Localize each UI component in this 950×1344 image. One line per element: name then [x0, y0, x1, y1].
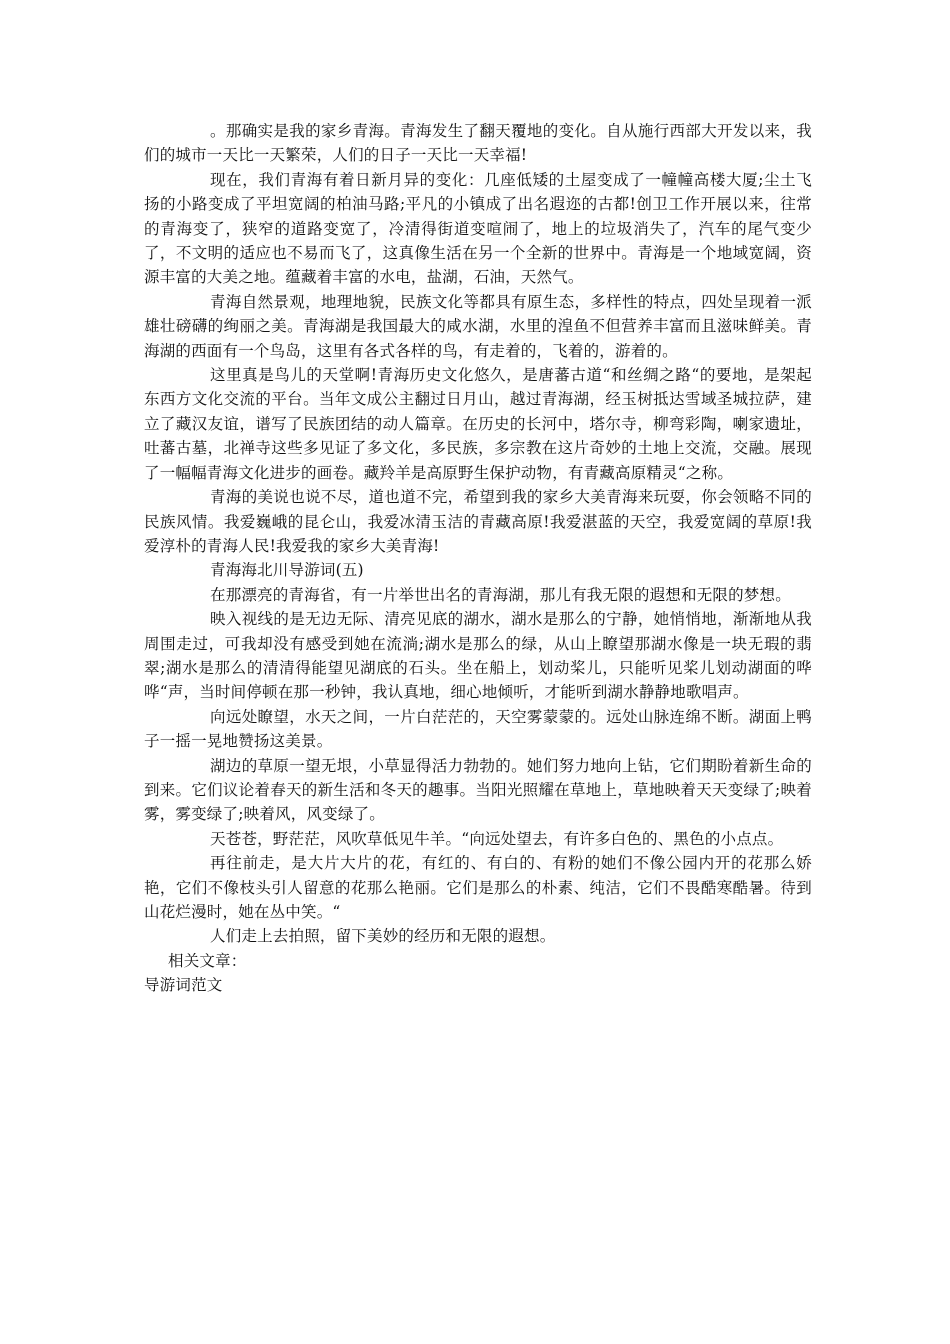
paragraph-1: 。那确实是我的家乡青海。青海发生了翻天覆地的变化。自从施行西部大开发以来，我们的城市一天比一天繁荣，人们的日子一天比一天幸福!: [144, 122, 812, 165]
paragraph-8: 映入视线的是无边无际、清亮见底的湖水，湖水是那么的宁静，她悄悄地，渐渐地从我周围走过，可我却没有感受到她在流淌;湖水是那么的绿，从山上瞭望那湖水像是一块无瑕的翡翠;湖水是那么的清清得能望见湖底的石头。坐在船上，划动桨儿，只能听见桨儿划动湖面的哗哗“声，当时间停顿在那一秒钟，我认真地，细心地倾听，才能听到湖水静静地歌唱声。: [144, 610, 812, 702]
paragraph-11: 天苍苍，野茫茫，风吹草低见牛羊。“向远处望去，有许多白色的、黑色的小点点。: [210, 829, 784, 848]
paragraph-3: 青海自然景观，地理地貌，民族文化等都具有原生态，多样性的特点，四处呈现着一派雄壮磅礴的绚丽之美。青海湖是我国最大的咸水湖，水里的湟鱼不但营养丰富而且滋味鲜美。青海湖的西面有一个鸟岛，这里有各式各样的鸟，有走着的，飞着的，游着的。: [144, 292, 812, 360]
document-body: [144, 119, 812, 998]
section-heading: 青海海北川导游词(五): [210, 561, 364, 580]
paragraph-2: 现在，我们青海有着日新月异的变化：几座低矮的土屋变成了一幢幢高楼大厦;尘土飞扬的小路变成了平坦宽阔的柏油马路;平凡的小镇成了出名遐迩的古都!创卫工作开展以来，往常的青海变了，狭窄的道路变宽了，冷清得街道变喧闹了，地上的垃圾消失了，汽车的尾气变少了，不文明的适应也不易而飞了，这真像生活在另一个全新的世界中。青海是一个地域宽阔，资源丰富的大美之地。蕴藏着丰富的水电，盐湖，石油，天然气。: [144, 170, 812, 287]
paragraph-12: 再往前走，是大片大片的花，有红的、有白的、有粉的她们不像公园内开的花那么娇艳，它们不像枝头引人留意的花那么艳丽。它们是那么的朴素、纯洁，它们不畏酷寒酷暑。待到山花烂漫时，她在丛中笑。“: [144, 854, 812, 921]
paragraph-13: 人们走上去拍照，留下美妙的经历和无限的遐想。: [210, 927, 556, 946]
paragraph-10: 湖边的草原一望无垠，小草显得活力勃勃的。她们努力地向上钻，它们期盼着新生命的到来。它们议论着春天的新生活和冬天的趣事。当阳光照耀在草地上，草地映着天天变绿了;映着雾，雾变绿了;映着风，风变绿了。: [144, 756, 812, 824]
paragraph-4: 这里真是鸟儿的天堂啊!青海历史文化悠久，是唐蕃古道“和丝绸之路“的要地，是架起东西方文化交流的平台。当年文成公主翻过日月山，越过青海湖，经玉树抵达雪域圣城拉萨，建立了藏汉友谊，谱写了民族团结的动人篇章。在历史的长河中，塔尔寺，柳弯彩陶，喇家遗址，吐蕃古墓，北禅寺这些多见证了多文化，多民族，多宗教在这片奇妙的土地上交流，交融。展现了一幅幅青海文化进步的画卷。藏羚羊是高原野生保护动物，有青藏高原精灵“之称。: [144, 366, 812, 482]
paragraph-9: 向远处瞭望，水天之间，一片白茫茫的，天空雾蒙蒙的。远处山脉连绵不断。湖面上鸭子一摇一晃地赞扬这美景。: [144, 707, 812, 751]
related-article-link[interactable]: 导游词范文: [144, 976, 223, 995]
paragraph-7: 在那漂亮的青海省，有一片举世出名的青海湖，那儿有我无限的遐想和无限的梦想。: [210, 585, 791, 604]
related-articles-label: 相关文章：: [168, 951, 247, 970]
paragraph-5: 青海的美说也说不尽，道也道不完，希望到我的家乡大美青海来玩耍，你会领略不同的民族风情。我爱巍峨的昆仑山，我爱冰清玉洁的青藏高原!我爱湛蓝的天空，我爱宽阔的草原!我爱淳朴的青海人民!我爱我的家乡大美青海!: [144, 488, 812, 555]
